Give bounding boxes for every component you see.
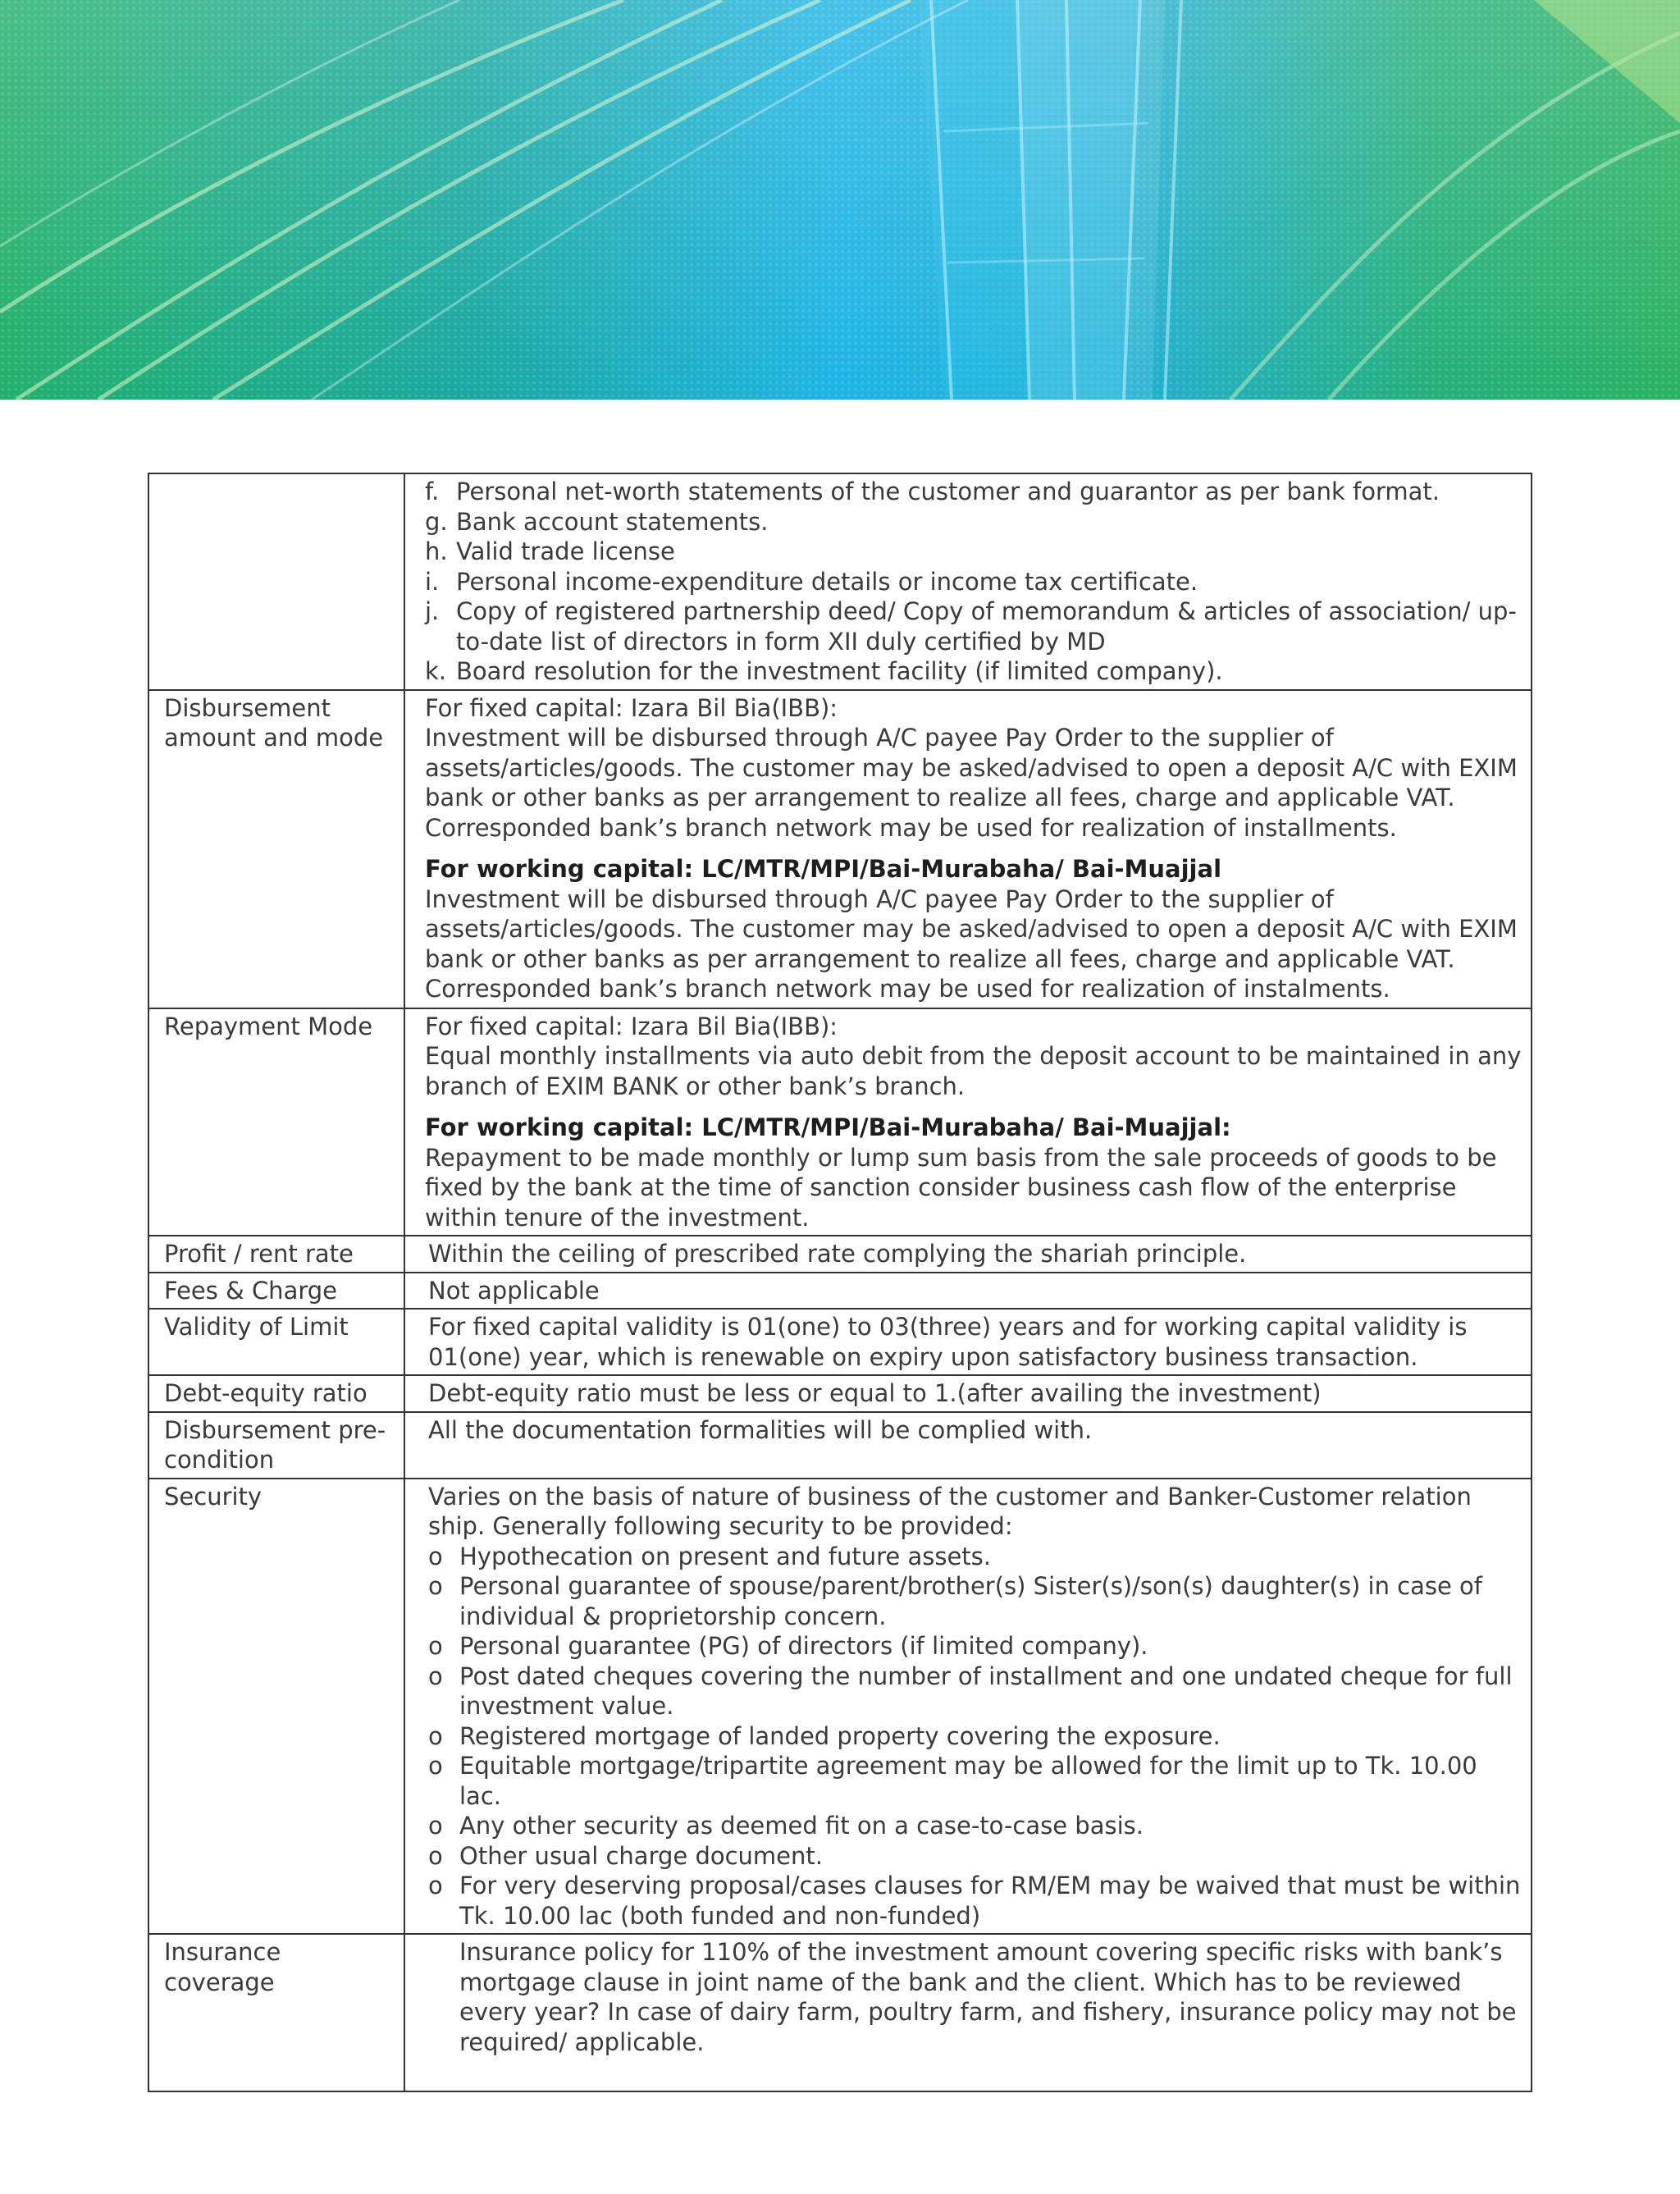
list-item: o Post dated cheques covering the number of installment and one undated cheque for full investment value.	[428, 1661, 1513, 1720]
insurance-label: Insurance coverage	[148, 1934, 404, 2091]
header-banner	[0, 0, 1680, 400]
table-row	[148, 1934, 1532, 2091]
list-item: o Registered mortgage of landed property covering the exposure.	[428, 1721, 1221, 1750]
disbursement-label: Disbursement amount and mode	[148, 690, 404, 1008]
table-row	[148, 690, 1532, 1008]
insurance-text: Insurance policy for 110% of the investment amount covering specific risks with bank’s mortgage clause in joint name of the bank and the client. Which has to be reviewed every year? In case of dairy farm, poultry farm, and fishery, insurance policy may not be required/ applicable.	[459, 1938, 1517, 2056]
row-label	[148, 473, 404, 690]
product-terms-table	[148, 473, 1532, 2092]
list-item: o Personal guarantee of spouse/parent/brother(s) Sister(s)/son(s) daughter(s) in case of individual & proprietorship concern.	[428, 1572, 1482, 1630]
repayment-content	[404, 1008, 1532, 1236]
fees-value: Not applicable	[404, 1273, 1532, 1310]
table-row	[148, 1375, 1532, 1412]
disbursement-content	[404, 690, 1532, 1008]
security-intro: Varies on the basis of nature of business of the customer and Banker-Customer relation ship. Generally following security to be provided:	[428, 1482, 1472, 1540]
debt-equity-value: Debt-equity ratio must be less or equal to 1.(after availing the investment)	[404, 1375, 1532, 1412]
list-item: g. Bank account statements.	[425, 507, 769, 536]
insurance-content	[404, 1934, 1532, 2091]
list-item: o Any other security as deemed fit on a case-to-case basis.	[428, 1812, 1144, 1840]
table-row	[148, 1412, 1532, 1479]
list-item: j. Copy of registered partnership deed/ Copy of memorandum & articles of association/ up-to-date list of directors in form XII duly certified by MD	[425, 597, 1517, 656]
security-content	[404, 1479, 1532, 1935]
documents-list	[404, 473, 1532, 690]
fixed-capital-heading: For fixed capital: Izara Bil Bia(IBB):	[425, 1012, 838, 1040]
security-label: Security	[148, 1479, 404, 1935]
list-item: k. Board resolution for the investment facility (if limited company).	[425, 657, 1223, 685]
list-item: f. Personal net-worth statements of the customer and guarantor as per bank format.	[425, 478, 1440, 505]
list-item: o Hypothecation on present and future assets.	[428, 1542, 991, 1570]
validity-value: For fixed capital validity is 01(one) to 03(three) years and for working capital validity is 01(one) year, which is renewable on expiry upon satisfactory business transaction.	[404, 1309, 1532, 1375]
validity-label: Validity of Limit	[148, 1309, 404, 1375]
fixed-capital-heading: For fixed capital: Izara Bil Bia(IBB):	[425, 693, 838, 722]
repayment-label: Repayment Mode	[148, 1008, 404, 1236]
profit-rate-label: Profit / rent rate	[148, 1236, 404, 1273]
debt-equity-label: Debt-equity ratio	[148, 1375, 404, 1412]
fixed-capital-text: Equal monthly installments via auto debit from the deposit account to be maintained in any branch of EXIM BANK or other bank’s branch.	[425, 1042, 1522, 1100]
working-capital-text: Repayment to be made monthly or lump sum basis from the sale proceeds of goods to be fixed by the bank at the time of sanction consider business cash flow of the enterprise within tenure of the investment.	[425, 1143, 1497, 1232]
precondition-value: All the documentation formalities will be complied with.	[404, 1412, 1532, 1479]
table-row	[148, 1008, 1532, 1236]
list-item: o Other usual charge document.	[428, 1841, 823, 1870]
list-item: i. Personal income-expenditure details or income tax certificate.	[425, 567, 1198, 596]
fixed-capital-text: Investment will be disbursed through A/C payee Pay Order to the supplier of assets/articles/goods. The customer may be asked/advised to open a deposit A/C with EXIM bank or other banks as per arrangement to realize all fees, charge and applicable VAT. Corresponded bank’s branch network may be used for realization of installments.	[425, 724, 1518, 842]
list-item: h. Valid trade license	[425, 537, 675, 565]
list-item: o For very deserving proposal/cases clauses for RM/EM may be waived that must be within Tk. 10.00 lac (both funded and non-funded)	[428, 1872, 1521, 1930]
list-item: o Equitable mortgage/tripartite agreement may be allowed for the limit up to Tk. 10.00 lac.	[428, 1752, 1477, 1810]
precondition-label: Disbursement pre-condition	[148, 1412, 404, 1479]
table-row	[148, 1236, 1532, 1273]
list-item: o Personal guarantee (PG) of directors (if limited company).	[428, 1632, 1148, 1660]
working-capital-heading: For working capital: LC/MTR/MPI/Bai-Murabaha/ Bai-Muajjal:	[425, 1113, 1231, 1141]
table-row	[148, 1273, 1532, 1310]
working-capital-text: Investment will be disbursed through A/C payee Pay Order to the supplier of assets/articles/goods. The customer may be asked/advised to open a deposit A/C with EXIM bank or other banks as per arrangement to realize all fees, charge and applicable VAT. Corresponded bank’s branch network may be used for realization of instalments.	[425, 884, 1518, 1003]
working-capital-heading: For working capital: LC/MTR/MPI/Bai-Murabaha/ Bai-Muajjal	[425, 855, 1222, 883]
table-row	[148, 1309, 1532, 1375]
table-row	[148, 473, 1532, 690]
profit-rate-value: Within the ceiling of prescribed rate complying the shariah principle.	[404, 1236, 1532, 1273]
fees-label: Fees & Charge	[148, 1273, 404, 1310]
table-row	[148, 1479, 1532, 1935]
